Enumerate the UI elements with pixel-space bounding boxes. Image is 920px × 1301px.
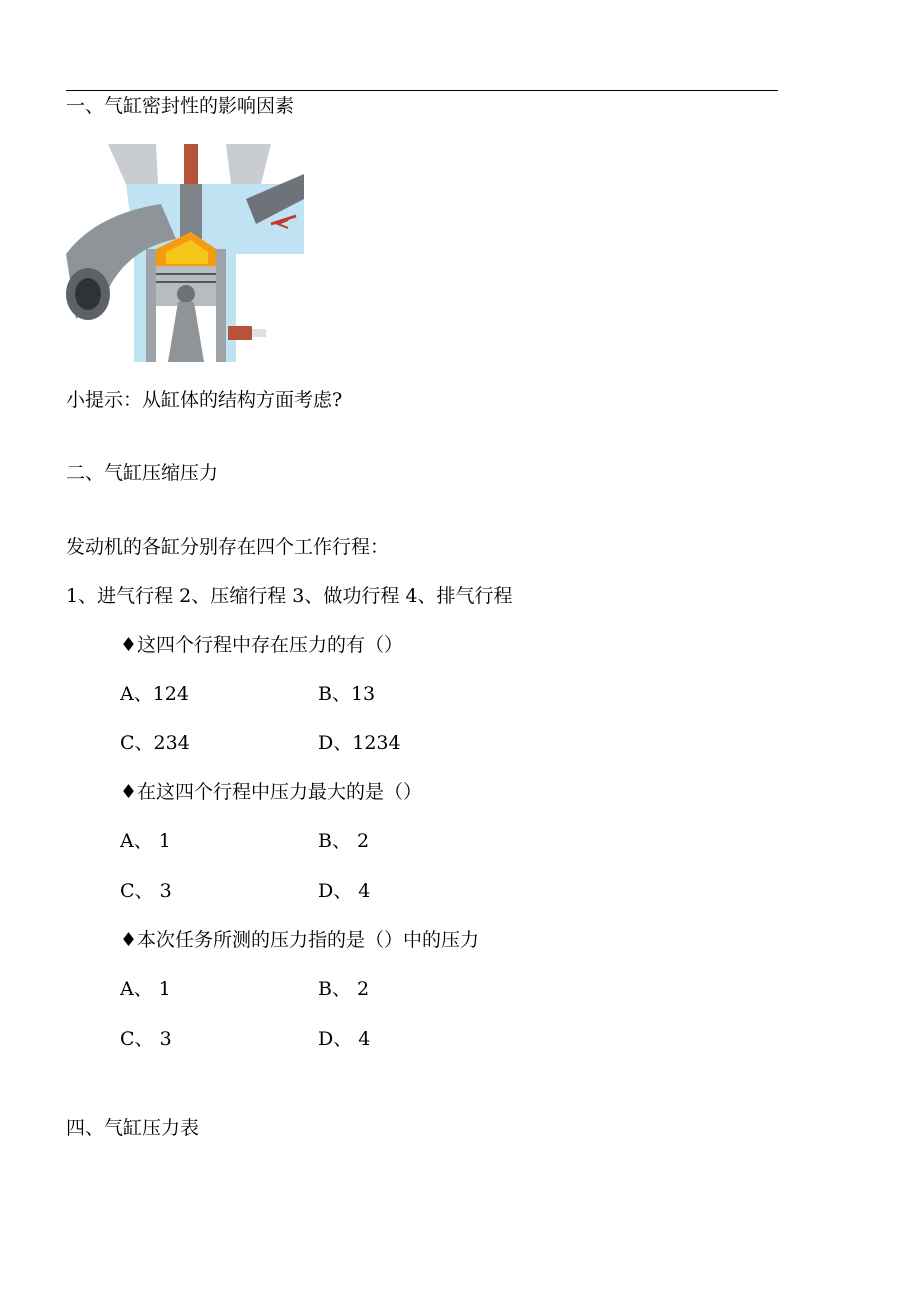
question-2: ♦在这四个行程中压力最大的是（） bbox=[120, 781, 423, 803]
question-3-option-c: C、 3 bbox=[120, 1028, 172, 1050]
question-1-option-d: D、1234 bbox=[318, 732, 401, 754]
question-1-option-a: A、124 bbox=[120, 683, 189, 705]
header-rule bbox=[66, 90, 778, 91]
question-3: ♦本次任务所测的压力指的是（）中的压力 bbox=[120, 929, 480, 951]
question-2-option-b: B、 2 bbox=[318, 830, 370, 852]
section-2-heading: 二、气缸压缩压力 bbox=[66, 462, 219, 484]
question-1-option-c: C、234 bbox=[120, 732, 190, 754]
question-2-option-c: C、 3 bbox=[120, 880, 172, 902]
question-3-option-a: A、 1 bbox=[120, 978, 171, 1000]
strokes-list: 1、进气行程 2、压缩行程 3、做功行程 4、排气行程 bbox=[66, 585, 513, 607]
question-2-option-a: A、 1 bbox=[120, 830, 171, 852]
question-1-option-b: B、13 bbox=[318, 683, 376, 705]
hint-text: 小提示：从缸体的结构方面考虑? bbox=[66, 389, 343, 411]
question-3-option-d: D、 4 bbox=[318, 1028, 371, 1050]
question-1: ♦这四个行程中存在压力的有（） bbox=[120, 634, 404, 656]
question-3-option-b: B、 2 bbox=[318, 978, 370, 1000]
section-4-heading: 四、气缸压力表 bbox=[66, 1117, 200, 1139]
question-2-option-d: D、 4 bbox=[318, 880, 371, 902]
section-1-heading: 一、气缸密封性的影响因素 bbox=[66, 95, 295, 117]
intro-text: 发动机的各缸分别存在四个工作行程： bbox=[66, 536, 390, 558]
engine-cylinder-illustration bbox=[66, 144, 304, 362]
